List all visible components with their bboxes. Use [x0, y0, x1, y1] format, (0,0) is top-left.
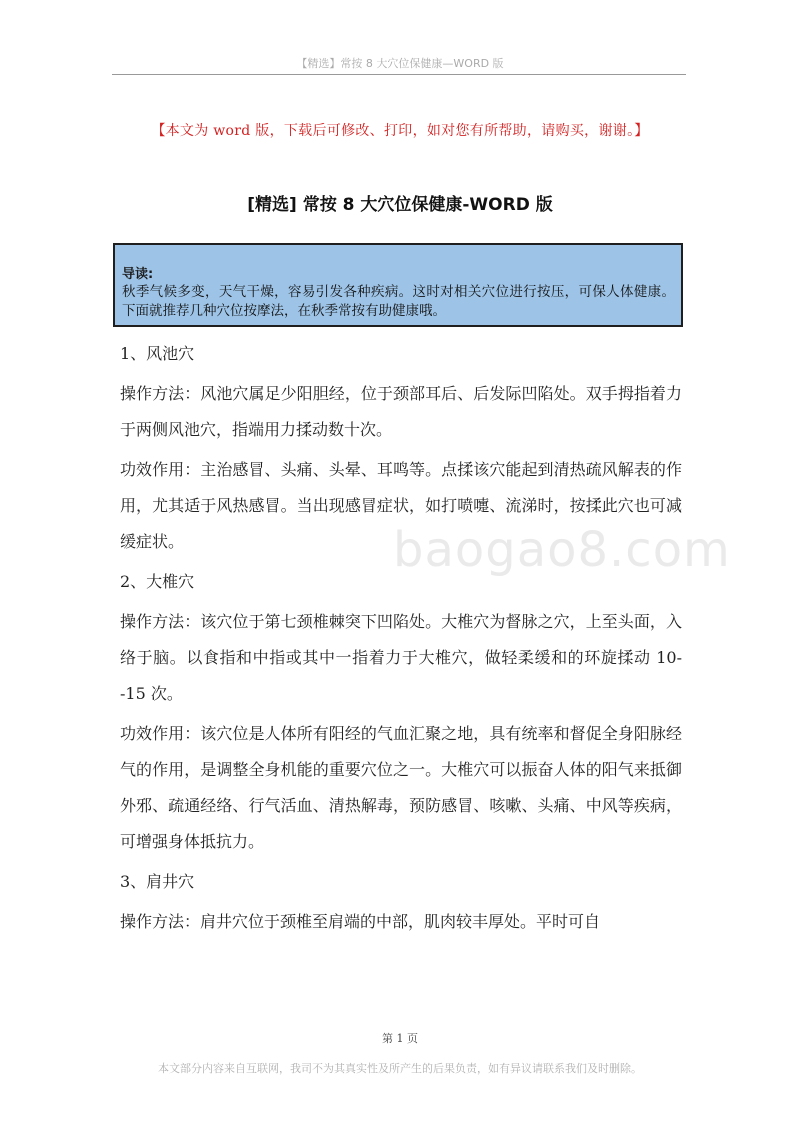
document-title: [精选] 常按 8 大穴位保健康-WORD 版 — [247, 195, 553, 215]
method-paragraph: 操作方法：该穴位于第七颈椎棘突下凹陷处。大椎穴为督脉之穴，上至头面，入络于脑。以食指和中指或其中一指着力于大椎穴，做轻柔缓和的环旋揉动 10--15 次。 — [120, 612, 682, 703]
method-paragraph: 操作方法：肩井穴位于颈椎至肩端的中部，肌肉较丰厚处。平时可自 — [120, 912, 601, 931]
effect-paragraph: 功效作用：该穴位是人体所有阳经的气血汇聚之地，具有统率和督促全身阳脉经气的作用，是调整全身机能的重要穴位之一。大椎穴可以振奋人体的阳气来抵御外邪、疏通经络、行气活血、清热解毒，预防感冒、咳嗽、头痛、中风等疾病，可增强身体抵抗力。 — [120, 724, 682, 851]
effect-paragraph: 功效作用：主治感冒、头痛、头晕、耳鸣等。点揉该穴能起到清热疏风解表的作用，尤其适于风热感冒。当出现感冒症状，如打喷嚏、流涕时，按揉此穴也可减缓症状。 — [120, 460, 682, 551]
document-body — [120, 336, 682, 944]
intro-box — [113, 243, 683, 327]
section-heading: 2、大椎穴 — [120, 572, 195, 591]
header-divider — [112, 74, 686, 75]
footer-disclaimer: 本文部分内容来自互联网，我司不为其真实性及所产生的后果负责，如有异议请联系我们及时删除。 — [158, 1062, 642, 1075]
download-notice: 【本文为 word 版，下载后可修改、打印，如对您有所帮助，请购买，谢谢。】 — [151, 123, 649, 139]
method-paragraph: 操作方法：风池穴属足少阳胆经，位于颈部耳后、后发际凹陷处。双手拇指着力于两侧风池穴，指端用力揉动数十次。 — [120, 384, 682, 439]
intro-label: 导读: — [122, 267, 154, 282]
section-heading: 1、风池穴 — [120, 344, 195, 363]
section-heading: 3、肩井穴 — [120, 872, 195, 891]
page-number: 第 1 页 — [382, 1032, 418, 1045]
watermark: baogao8.com — [393, 522, 731, 578]
page-header: 【精选】常按 8 大穴位保健康—WORD 版 — [296, 57, 504, 70]
intro-text: 秋季气候多变，天气干燥，容易引发各种疾病。这时对相关穴位进行按压，可保人体健康。下面就推荐几种穴位按摩法，在秋季常按有助健康哦。 — [122, 284, 675, 319]
